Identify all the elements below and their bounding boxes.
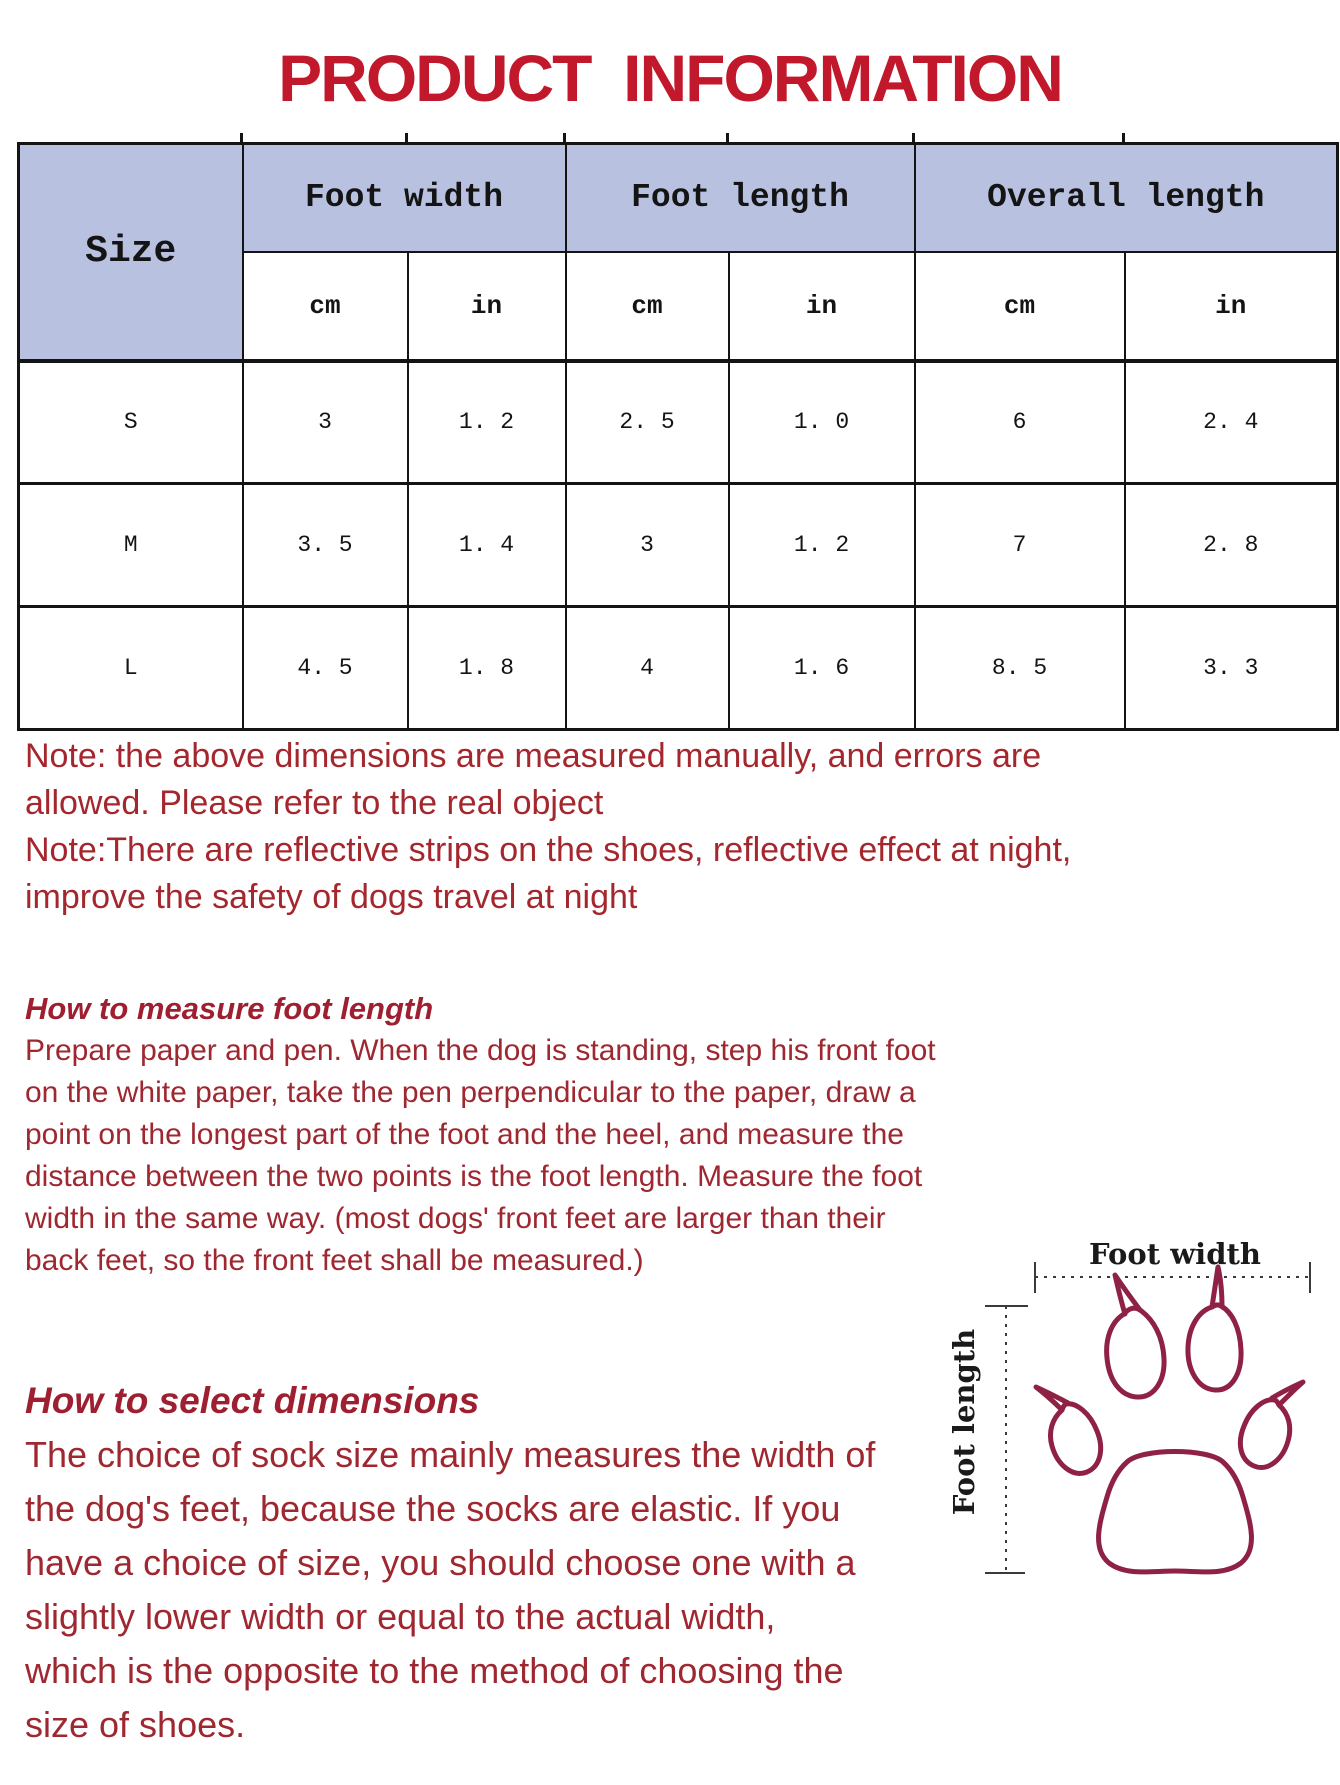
- measure-paragraph-line: on the white paper, take the pen perpendicular to the paper, draw a: [25, 1076, 916, 1109]
- notes-block: [25, 733, 1071, 921]
- value-cell: 4: [566, 607, 729, 730]
- group-header-foot-length: Foot length: [566, 144, 915, 252]
- value-cell: 1. 8: [408, 607, 566, 730]
- select-paragraph-line: The choice of sock size mainly measures the width of: [25, 1434, 876, 1475]
- table-row: [19, 484, 1338, 607]
- value-cell: 1. 4: [408, 484, 566, 607]
- table-column-tick: [1122, 133, 1125, 142]
- value-cell: 3: [243, 361, 408, 484]
- value-cell: 1. 0: [729, 361, 915, 484]
- select-paragraph-line: the dog's feet, because the socks are elastic. If you: [25, 1488, 841, 1529]
- row-size-label: L: [19, 607, 243, 730]
- how-to-measure-section: [25, 990, 936, 1282]
- row-size-label: M: [19, 484, 243, 607]
- unit-cell: in: [1125, 252, 1338, 361]
- note-line: Note:There are reflective strips on the shoes, reflective effect at night,: [25, 831, 1072, 869]
- paw-measurement-diagram: [930, 1230, 1320, 1590]
- how-to-select-section: [25, 1378, 875, 1752]
- table-row: [19, 607, 1338, 730]
- size-table: [17, 142, 1339, 731]
- measure-paragraph-line: distance between the two points is the foot length. Measure the foot: [25, 1160, 923, 1193]
- value-cell: 2. 4: [1125, 361, 1338, 484]
- table-row: [19, 361, 1338, 484]
- note-line: improve the safety of dogs travel at night: [25, 878, 638, 916]
- foot-length-label: Foot length: [947, 1328, 981, 1516]
- value-cell: 7: [915, 484, 1125, 607]
- note-line: Note: the above dimensions are measured manually, and errors are: [25, 737, 1042, 775]
- unit-cell: cm: [243, 252, 408, 361]
- select-paragraph-line: have a choice of size, you should choose one with a: [25, 1542, 856, 1583]
- group-header-overall-length: Overall length: [915, 144, 1338, 252]
- value-cell: 3: [566, 484, 729, 607]
- row-size-label: S: [19, 361, 243, 484]
- table-column-tick: [563, 133, 566, 142]
- note-line: allowed. Please refer to the real object: [25, 784, 604, 822]
- measure-paragraph-line: point on the longest part of the foot and the heel, and measure the: [25, 1118, 904, 1151]
- table-column-tick: [726, 133, 729, 142]
- value-cell: 3. 5: [243, 484, 408, 607]
- value-cell: 3. 3: [1125, 607, 1338, 730]
- unit-cell: in: [408, 252, 566, 361]
- paw-outline-icon: [1036, 1267, 1303, 1572]
- table-column-tick: [912, 133, 915, 142]
- value-cell: 1. 2: [408, 361, 566, 484]
- value-cell: 8. 5: [915, 607, 1125, 730]
- select-paragraph-line: slightly lower width or equal to the actual width,: [25, 1596, 776, 1637]
- value-cell: 2. 8: [1125, 484, 1338, 607]
- unit-cell: cm: [566, 252, 729, 361]
- measure-paragraph-line: back feet, so the front feet shall be measured.): [25, 1244, 644, 1277]
- value-cell: 1. 6: [729, 607, 915, 730]
- select-paragraph-line: size of shoes.: [25, 1704, 246, 1745]
- value-cell: 4. 5: [243, 607, 408, 730]
- unit-cell: cm: [915, 252, 1125, 361]
- table-header-row: [19, 144, 1338, 252]
- how-to-select-heading: How to select dimensions: [25, 1380, 480, 1421]
- unit-cell: in: [729, 252, 915, 361]
- foot-width-label: Foot width: [1089, 1237, 1261, 1271]
- select-paragraph-line: which is the opposite to the method of choosing the: [25, 1650, 844, 1691]
- measure-paragraph-line: width in the same way. (most dogs' front feet are larger than their: [25, 1202, 886, 1235]
- measure-paragraph-line: Prepare paper and pen. When the dog is standing, step his front foot: [25, 1034, 936, 1067]
- size-header-cell: Size: [19, 144, 243, 361]
- group-header-foot-width: Foot width: [243, 144, 566, 252]
- page-title: PRODUCT INFORMATION: [278, 41, 1062, 115]
- table-column-tick: [405, 133, 408, 142]
- table-column-tick: [240, 133, 243, 142]
- value-cell: 2. 5: [566, 361, 729, 484]
- value-cell: 6: [915, 361, 1125, 484]
- value-cell: 1. 2: [729, 484, 915, 607]
- how-to-measure-heading: How to measure foot length: [25, 991, 434, 1026]
